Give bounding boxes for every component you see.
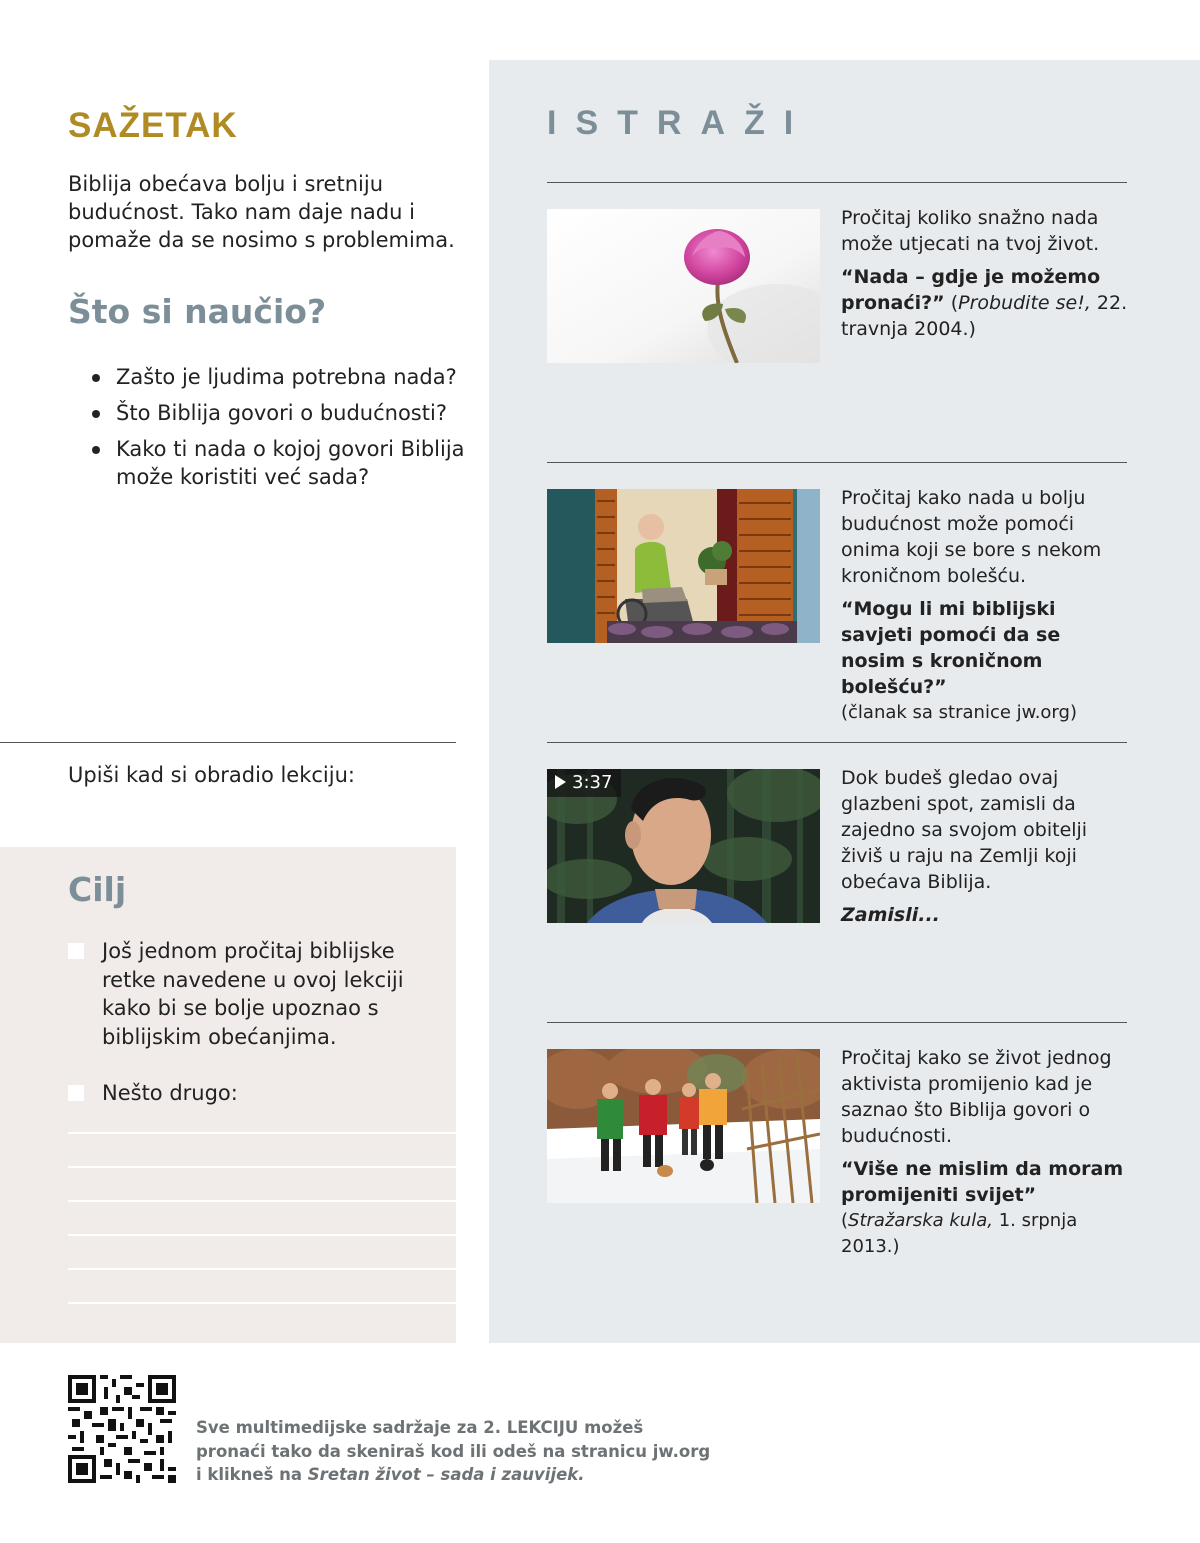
video-thumbnail[interactable] [547, 769, 820, 923]
explore-item-link[interactable]: “Mogu li mi biblijski savjeti pomoći da se nosim s kroničnom bolešću?” [841, 598, 1061, 698]
learned-heading: Što si naučio? [68, 292, 327, 331]
explore-item-link[interactable]: “Više ne mislim da moram promijeniti svijet” [841, 1158, 1124, 1206]
divider [547, 1022, 1127, 1023]
play-icon[interactable] [555, 775, 566, 789]
checkbox[interactable] [68, 943, 84, 959]
qr-code-icon[interactable] [68, 1375, 176, 1483]
explore-item-text: Pročitaj kako se život jednog aktivista promijenio kad je saznao što Biblija govori o budućnosti. [841, 1047, 1112, 1147]
video-duration-badge[interactable]: 3:37 [547, 769, 621, 797]
review-question: Zašto je ljudima potrebna nada? [92, 363, 472, 391]
explore-item-link[interactable]: Zamisli... [841, 904, 940, 926]
goal-item-label: Još jednom pročitaj biblijske retke navedene u ovoj lekciji kako bi se bolje upoznao s biblijskim obećanjima. [102, 939, 404, 1049]
review-question: Što Biblija govori o budućnosti? [92, 399, 472, 427]
explore-item-link[interactable]: “Nada – gdje je možemo pronaći?” (Probudite se!, 22. travnja 2004.) [841, 266, 1128, 340]
checkbox[interactable] [68, 1085, 84, 1101]
summary-text: Biblija obećava bolju i sretniju budućnost. Tako nam daje nadu i pomaže da se nosimo s problemima. [68, 172, 455, 252]
bullet-icon [92, 374, 100, 382]
explore-item-text: Dok budeš gledao ovaj glazbeni spot, zamisli da zajedno sa svojom obitelji živiš u raju na Zemlji koji obećava Biblija. [841, 767, 1088, 893]
family-snow-image[interactable] [547, 1049, 820, 1203]
write-line[interactable] [68, 1132, 456, 1134]
explore-item [841, 205, 1131, 342]
write-line[interactable] [68, 1302, 456, 1304]
divider [547, 742, 1127, 743]
flower-image[interactable] [547, 209, 820, 363]
review-questions-list [92, 363, 472, 499]
write-line[interactable] [68, 1166, 456, 1168]
bullet-icon [92, 446, 100, 454]
bullet-icon [92, 410, 100, 418]
goal-heading: Cilj [68, 870, 127, 909]
explore-item-citation: (Stražarska kula, 1. srpnja 2013.) [841, 1210, 1078, 1257]
explore-item-citation: (članak sa stranice jw.org) [841, 702, 1077, 723]
divider [547, 462, 1127, 463]
explore-item [841, 485, 1131, 726]
footer-text: Sve multimedijske sadržaje za 2. LEKCIJU možeš pronaći tako da skeniraš kod ili odeš na stranicu jw.org i klikneš na Sretan život – sada i zauvijek. [196, 1418, 711, 1484]
write-line[interactable] [68, 1234, 456, 1236]
explore-item-text: Pročitaj kako nada u bolju budućnost može pomoći onima koji se bore s nekom kroničnom bolešću. [841, 487, 1102, 587]
write-line[interactable] [68, 1200, 456, 1202]
explore-heading: ISTRAŽI [547, 104, 813, 142]
explore-item [841, 1045, 1131, 1260]
goal-item-other[interactable] [68, 1079, 448, 1108]
write-line[interactable] [68, 1268, 456, 1270]
goal-item-label: Nešto drugo: [102, 1081, 238, 1105]
goal-item[interactable] [68, 937, 448, 1051]
explore-item-text: Pročitaj koliko snažno nada može utjecati na tvoj život. [841, 207, 1100, 255]
divider [0, 742, 456, 743]
completion-date-label: Upiši kad si obradio lekciju: [68, 763, 355, 787]
explore-item [841, 765, 1131, 928]
summary-heading: SAŽETAK [68, 106, 238, 145]
review-question: Kako ti nada o kojoj govori Biblija može koristiti već sada? [92, 435, 472, 491]
wheelchair-man-image[interactable] [547, 489, 820, 643]
footer-link[interactable]: Sretan život – sada i zauvijek. [307, 1465, 585, 1484]
divider [547, 182, 1127, 183]
